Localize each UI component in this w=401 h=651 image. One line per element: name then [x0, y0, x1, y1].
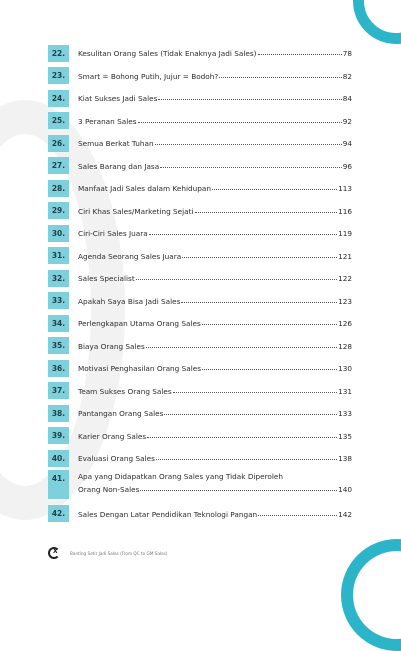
- page-number: 140: [338, 484, 352, 494]
- page-number: 116: [338, 206, 352, 216]
- page-number: 121: [338, 251, 352, 261]
- decorative-arc-top: [353, 0, 401, 44]
- page-number: 133: [338, 409, 352, 419]
- chapter-title: Ciri-Ciri Sales Juara: [78, 229, 148, 239]
- dot-leader: [173, 385, 337, 393]
- page-number: 119: [338, 229, 352, 239]
- toc-entry[interactable]: [48, 87, 352, 110]
- toc-entry[interactable]: [48, 155, 352, 178]
- dot-leader: [146, 340, 337, 348]
- toc-entry[interactable]: [48, 65, 352, 88]
- chapter-number: 36.: [48, 360, 69, 377]
- chapter-number: 31.: [48, 247, 69, 264]
- chapter-number: 24.: [48, 90, 69, 107]
- toc-entry[interactable]: [48, 222, 352, 245]
- chapter-number: 40.: [48, 450, 69, 467]
- page-number: 78: [342, 49, 352, 59]
- dot-leader: [181, 295, 337, 303]
- chapter-number: 25.: [48, 112, 69, 129]
- toc-entry[interactable]: [48, 245, 352, 268]
- chapter-number: 30.: [48, 225, 69, 242]
- toc-entry[interactable]: [48, 447, 352, 470]
- page-number: 94: [342, 139, 352, 149]
- chapter-title: Kesulitan Orang Sales (Tidak Enaknya Jadi Sales): [78, 49, 257, 59]
- toc-entry[interactable]: [48, 110, 352, 133]
- page-number: 126: [338, 319, 352, 329]
- page-footer: [48, 547, 167, 559]
- dot-leader: [147, 430, 337, 438]
- toc-entry[interactable]: [48, 357, 352, 380]
- chapter-number: 33.: [48, 292, 69, 309]
- dot-leader: [155, 137, 342, 145]
- chapter-title: Pantangan Orang Sales: [78, 409, 164, 419]
- chapter-number: 34.: [48, 315, 69, 332]
- toc-entry[interactable]: [48, 470, 352, 503]
- dot-leader: [219, 70, 341, 78]
- page-number: 92: [342, 116, 352, 126]
- chapter-title: Kiat Sukses Jadi Sales: [78, 94, 158, 104]
- chapter-title: Biaya Orang Sales: [78, 341, 145, 351]
- dot-leader: [160, 160, 341, 168]
- dot-leader: [136, 272, 337, 280]
- chapter-number: 42.: [48, 505, 69, 522]
- page-number: 113: [338, 184, 352, 194]
- toc-entry[interactable]: [48, 177, 352, 200]
- chapter-number: 23.: [48, 67, 69, 84]
- footer-book-title: Banting Setir Jadi Sales (From QC to GM Sales): [70, 550, 168, 556]
- toc-entry[interactable]: [48, 402, 352, 425]
- chapter-title: Ciri Khas Sales/Marketing Sejati: [78, 206, 194, 216]
- page-number: 135: [338, 431, 352, 441]
- toc-entry[interactable]: [48, 132, 352, 155]
- toc-entry[interactable]: [48, 425, 352, 448]
- page-number: 84: [342, 94, 352, 104]
- chapter-title: Perlengkapan Utama Orang Sales: [78, 319, 201, 329]
- dot-leader: [158, 92, 341, 100]
- chapter-number: 28.: [48, 180, 69, 197]
- chapter-title: Manfaat Jadi Sales dalam Kehidupan: [78, 184, 212, 194]
- dot-leader: [202, 317, 337, 325]
- page-number: 142: [338, 509, 352, 519]
- page-number: 122: [338, 274, 352, 284]
- toc-entry[interactable]: [48, 312, 352, 335]
- dot-leader: [164, 407, 337, 415]
- dot-leader: [156, 452, 337, 460]
- chapter-number: 41.: [48, 470, 69, 499]
- chapter-number: 22.: [48, 45, 69, 62]
- book-logo-icon: X: [48, 547, 60, 559]
- chapter-title: Karier Orang Sales: [78, 431, 147, 441]
- chapter-title: Motivasi Penghasilan Orang Sales: [78, 364, 202, 374]
- toc-entry[interactable]: [48, 42, 352, 65]
- toc-entry[interactable]: [48, 290, 352, 313]
- dot-leader: [212, 182, 337, 190]
- dot-leader: [149, 227, 337, 235]
- decorative-arc-bottom: [341, 539, 401, 651]
- page-number: 82: [342, 71, 352, 81]
- chapter-title: Agenda Seorang Sales Juara: [78, 251, 182, 261]
- dot-leader: [138, 115, 342, 123]
- table-of-contents: [48, 42, 352, 525]
- toc-entry[interactable]: [48, 335, 352, 358]
- page-number: 138: [338, 454, 352, 464]
- chapter-number: 32.: [48, 270, 69, 287]
- page-number: 130: [338, 364, 352, 374]
- dot-leader: [182, 250, 337, 258]
- dot-leader: [140, 482, 337, 491]
- chapter-number: 26.: [48, 135, 69, 152]
- chapter-title: Sales Specialist: [78, 274, 135, 284]
- chapter-title: 3 Peranan Sales: [78, 116, 137, 126]
- dot-leader: [195, 205, 338, 213]
- toc-entry[interactable]: [48, 267, 352, 290]
- chapter-title: Sales Barang dan Jasa: [78, 161, 160, 171]
- toc-entry[interactable]: [48, 200, 352, 223]
- chapter-number: 37.: [48, 382, 69, 399]
- chapter-number: 29.: [48, 202, 69, 219]
- chapter-number: 39.: [48, 427, 69, 444]
- chapter-title: Smart = Bohong Putih, Jujur = Bodoh?: [78, 71, 219, 81]
- dot-leader: [258, 47, 342, 55]
- page-number: 96: [342, 161, 352, 171]
- chapter-number: 38.: [48, 405, 69, 422]
- dot-leader: [258, 508, 337, 516]
- chapter-title: Apakah Saya Bisa Jadi Sales: [78, 296, 181, 306]
- chapter-title: Sales Dengan Latar Pendidikan Teknologi Pangan: [78, 509, 258, 519]
- chapter-title: Apa yang Didapatkan Orang Sales yang Tidak Diperoleh: [78, 471, 284, 481]
- chapter-title: Evaluasi Orang Sales: [78, 454, 155, 464]
- chapter-number: 35.: [48, 337, 69, 354]
- page-number: 123: [338, 296, 352, 306]
- chapter-number: 27.: [48, 157, 69, 174]
- toc-entry[interactable]: [48, 380, 352, 403]
- toc-entry[interactable]: [48, 503, 352, 526]
- chapter-title: Team Sukses Orang Sales: [78, 386, 172, 396]
- chapter-title-continued: Orang Non-Sales: [78, 484, 140, 494]
- page-number: 131: [338, 386, 352, 396]
- page-number: 128: [338, 341, 352, 351]
- dot-leader: [202, 362, 337, 370]
- chapter-title: Semua Berkat Tuhan: [78, 139, 154, 149]
